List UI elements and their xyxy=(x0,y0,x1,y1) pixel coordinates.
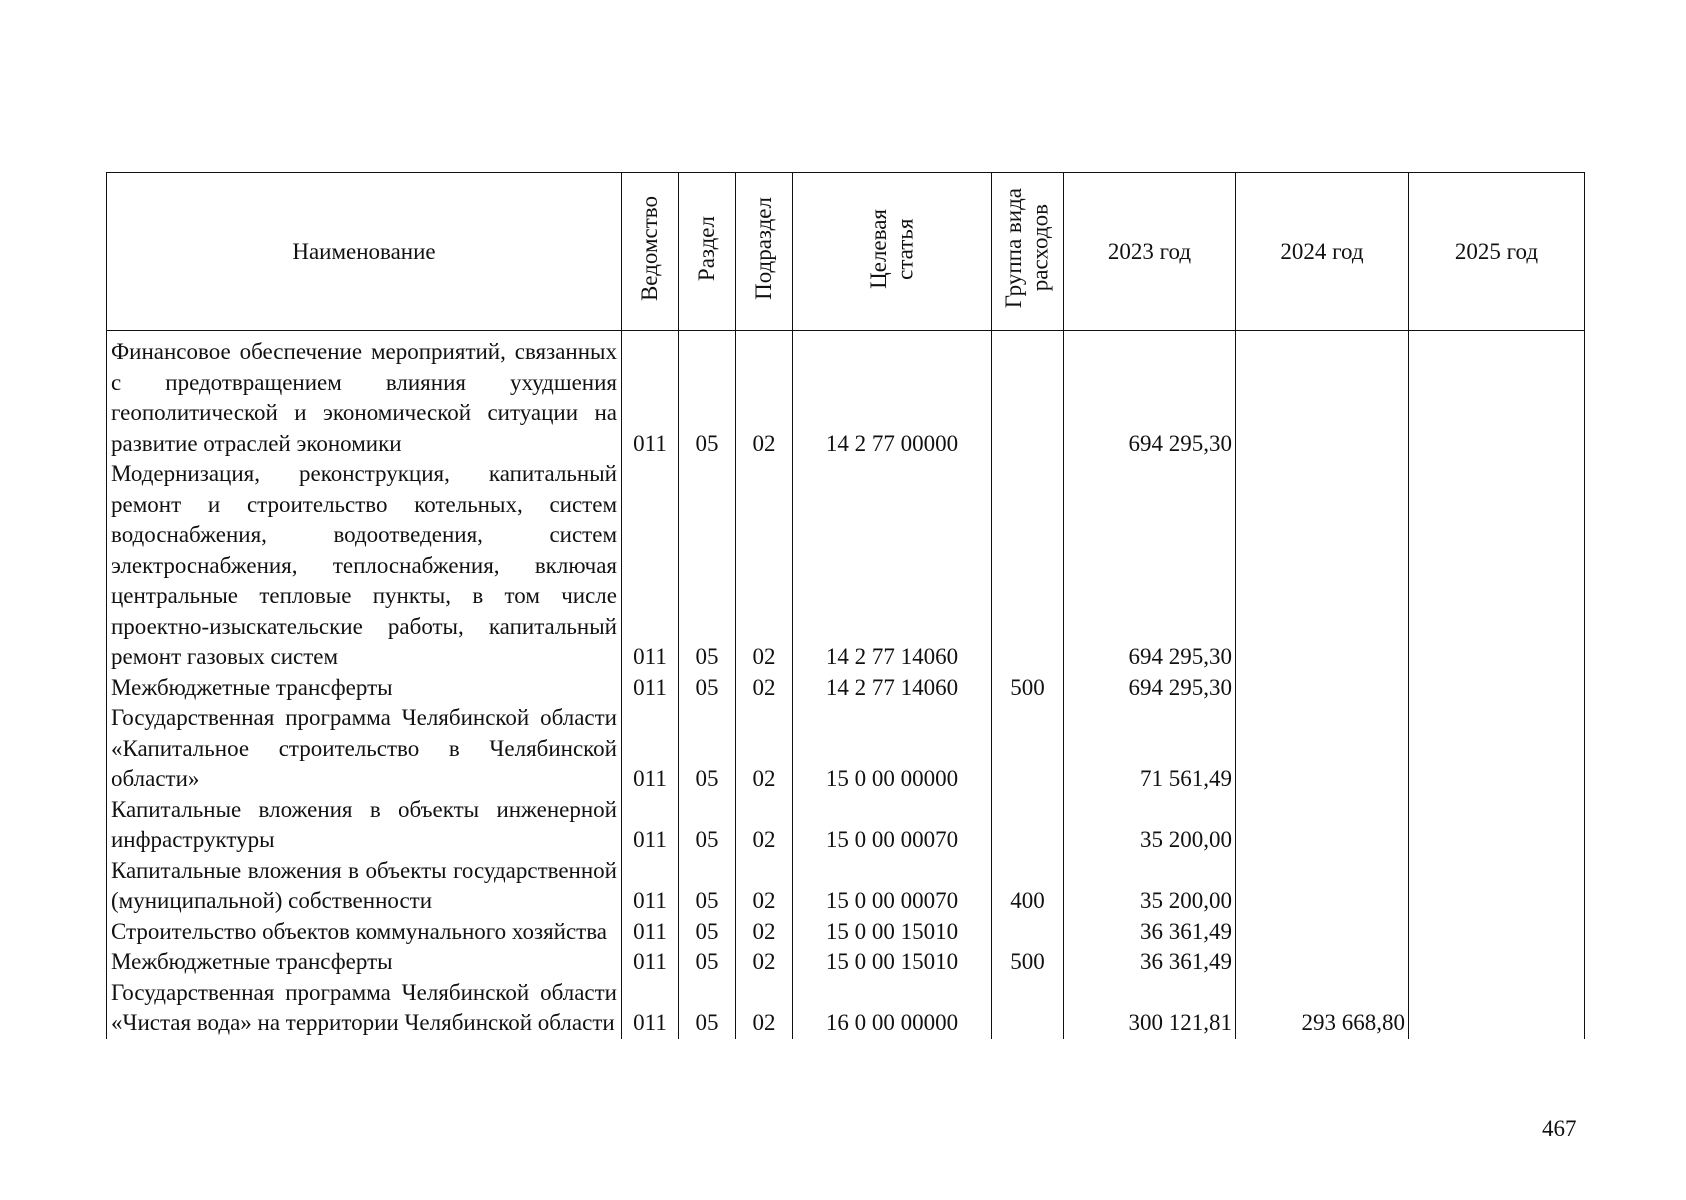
row-name: Модернизация, реконструкция, капитальный ремонт и строительство котельных, систем водоснабжения, водоотведения, систем электроснабжения, теплоснабжения, включая центральные тепловые пункты, в том числе проектно-изыскательские работы, капитальный ремонт газовых систем xyxy=(107,459,622,673)
row-2024 xyxy=(1236,459,1409,673)
budget-table xyxy=(106,172,1585,1039)
row-celevaya-statya: 14 2 77 14060 xyxy=(793,673,992,704)
header-gruppa-vida-raskhodov: Группа вида расходов xyxy=(992,173,1064,331)
row-podrazdel: 02 xyxy=(736,703,793,795)
row-gruppa xyxy=(992,331,1064,460)
header-2023: 2023 год xyxy=(1064,173,1236,331)
row-name: Государственная программа Челябинской области «Чистая вода» на территории Челябинской области xyxy=(107,978,622,1039)
table-row xyxy=(107,917,1585,948)
row-name: Межбюджетные трансферты xyxy=(107,673,622,704)
row-2025 xyxy=(1409,459,1585,673)
row-2025 xyxy=(1409,703,1585,795)
row-2024 xyxy=(1236,947,1409,978)
row-2023: 71 561,49 xyxy=(1064,703,1236,795)
row-podrazdel: 02 xyxy=(736,856,793,917)
row-2025 xyxy=(1409,917,1585,948)
row-razdel: 05 xyxy=(679,459,736,673)
row-2023: 694 295,30 xyxy=(1064,331,1236,460)
row-razdel: 05 xyxy=(679,947,736,978)
table-row xyxy=(107,856,1585,917)
row-gruppa xyxy=(992,917,1064,948)
row-2024 xyxy=(1236,331,1409,460)
row-name: Капитальные вложения в объекты государственной (муниципальной) собственности xyxy=(107,856,622,917)
row-celevaya-statya: 15 0 00 00070 xyxy=(793,795,992,856)
row-gruppa: 400 xyxy=(992,856,1064,917)
header-celevaya-statya: Целевая статья xyxy=(793,173,992,331)
row-2025 xyxy=(1409,856,1585,917)
row-razdel: 05 xyxy=(679,978,736,1039)
row-2024 xyxy=(1236,795,1409,856)
row-2025 xyxy=(1409,978,1585,1039)
row-2023: 36 361,49 xyxy=(1064,947,1236,978)
row-2025 xyxy=(1409,331,1585,460)
table-header-row xyxy=(107,173,1585,331)
row-vedomstvo: 011 xyxy=(622,459,679,673)
row-podrazdel: 02 xyxy=(736,673,793,704)
row-2023: 694 295,30 xyxy=(1064,673,1236,704)
row-gruppa: 500 xyxy=(992,947,1064,978)
row-2023: 694 295,30 xyxy=(1064,459,1236,673)
row-name: Финансовое обеспечение мероприятий, связанных с предотвращением влияния ухудшения геополитической и экономической ситуации на развитие отраслей экономики xyxy=(107,331,622,460)
row-razdel: 05 xyxy=(679,856,736,917)
page-number: 467 xyxy=(1542,1116,1577,1141)
header-name: Наименование xyxy=(107,173,622,331)
row-2024 xyxy=(1236,673,1409,704)
row-vedomstvo: 011 xyxy=(622,978,679,1039)
row-2025 xyxy=(1409,673,1585,704)
row-name: Строительство объектов коммунального хозяйства xyxy=(107,917,622,948)
row-razdel: 05 xyxy=(679,673,736,704)
row-gruppa xyxy=(992,459,1064,673)
row-celevaya-statya: 15 0 00 15010 xyxy=(793,947,992,978)
row-2023: 300 121,81 xyxy=(1064,978,1236,1039)
row-vedomstvo: 011 xyxy=(622,673,679,704)
row-gruppa xyxy=(992,703,1064,795)
row-celevaya-statya: 15 0 00 15010 xyxy=(793,917,992,948)
row-razdel: 05 xyxy=(679,795,736,856)
row-name: Государственная программа Челябинской области «Капитальное строительство в Челябинской области» xyxy=(107,703,622,795)
table-row xyxy=(107,978,1585,1039)
row-2024: 293 668,80 xyxy=(1236,978,1409,1039)
header-razdel: Раздел xyxy=(679,173,736,331)
row-razdel: 05 xyxy=(679,331,736,460)
row-gruppa xyxy=(992,978,1064,1039)
row-razdel: 05 xyxy=(679,703,736,795)
row-celevaya-statya: 16 0 00 00000 xyxy=(793,978,992,1039)
header-vedomstvo: Ведомство xyxy=(622,173,679,331)
row-name: Капитальные вложения в объекты инженерной инфраструктуры xyxy=(107,795,622,856)
row-name: Межбюджетные трансферты xyxy=(107,947,622,978)
table-row xyxy=(107,673,1585,704)
row-podrazdel: 02 xyxy=(736,795,793,856)
row-vedomstvo: 011 xyxy=(622,703,679,795)
row-vedomstvo: 011 xyxy=(622,856,679,917)
row-razdel: 05 xyxy=(679,917,736,948)
row-celevaya-statya: 14 2 77 00000 xyxy=(793,331,992,460)
row-2023: 35 200,00 xyxy=(1064,795,1236,856)
row-2023: 36 361,49 xyxy=(1064,917,1236,948)
row-podrazdel: 02 xyxy=(736,947,793,978)
table-row xyxy=(107,795,1585,856)
row-vedomstvo: 011 xyxy=(622,947,679,978)
table-row xyxy=(107,459,1585,673)
row-2024 xyxy=(1236,856,1409,917)
row-vedomstvo: 011 xyxy=(622,795,679,856)
row-gruppa xyxy=(992,795,1064,856)
row-vedomstvo: 011 xyxy=(622,917,679,948)
row-2024 xyxy=(1236,917,1409,948)
row-podrazdel: 02 xyxy=(736,331,793,460)
row-2025 xyxy=(1409,947,1585,978)
row-celevaya-statya: 15 0 00 00070 xyxy=(793,856,992,917)
table-row xyxy=(107,947,1585,978)
header-2025: 2025 год xyxy=(1409,173,1585,331)
row-podrazdel: 02 xyxy=(736,917,793,948)
row-gruppa: 500 xyxy=(992,673,1064,704)
row-podrazdel: 02 xyxy=(736,459,793,673)
row-2025 xyxy=(1409,795,1585,856)
header-podrazdel: Подраздел xyxy=(736,173,793,331)
row-celevaya-statya: 14 2 77 14060 xyxy=(793,459,992,673)
row-celevaya-statya: 15 0 00 00000 xyxy=(793,703,992,795)
row-2023: 35 200,00 xyxy=(1064,856,1236,917)
header-2024: 2024 год xyxy=(1236,173,1409,331)
row-podrazdel: 02 xyxy=(736,978,793,1039)
table-row xyxy=(107,331,1585,460)
table-row xyxy=(107,703,1585,795)
row-2024 xyxy=(1236,703,1409,795)
row-vedomstvo: 011 xyxy=(622,331,679,460)
